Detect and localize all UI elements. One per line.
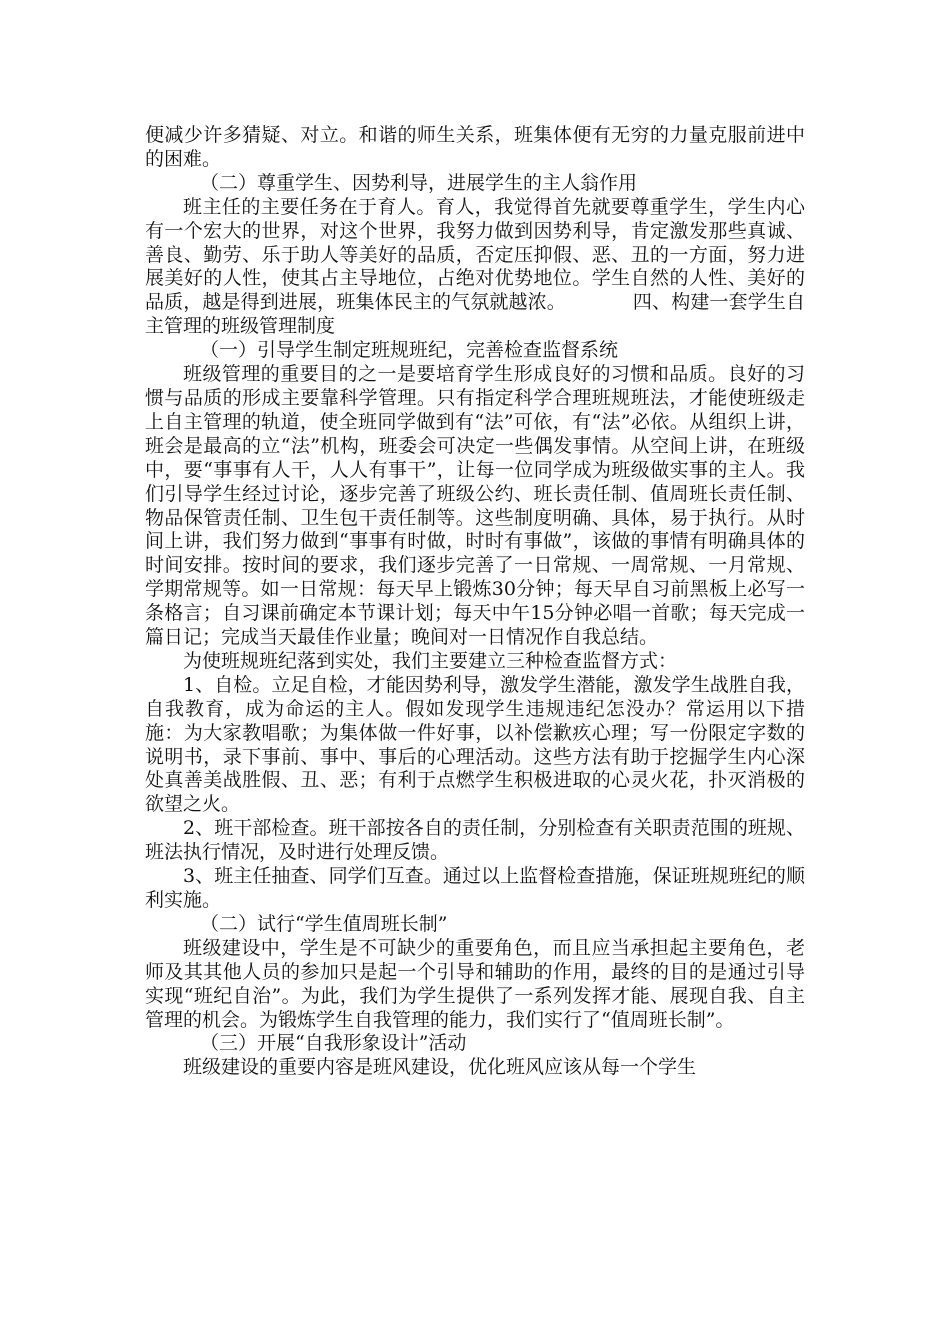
paragraph-continuation: 便减少许多猜疑、对立。和谐的师生关系，班集体便有无穷的力量克服前进中的困难。 (145, 124, 805, 170)
paragraph-class-style: 班级建设的重要内容是班风建设，优化班风应该从每一个学生 (183, 1056, 697, 1079)
section-heading-class-rules: （一）引导学生制定班规班纪，完善检查监督系统 (200, 339, 619, 362)
document-page (145, 124, 805, 1080)
paragraph-class-management: 班级管理的重要目的之一是要培育学生形成良好的习惯和品质。良好的习惯与品质的形成主要靠科学管理。只有指定科学合理班规班法，才能使班级走上自主管理的轨道，使全班同学做到有“法”可依，有“法”必依。从组织上讲，班会是最高的立“法”机构，班委会可决定一些偶发事情。从空间上讲，在班级中，要“事事有人干，人人有事干”，让每一位同学成为班级做实事的主人。我们引导学生经过讨论，逐步完善了班级公约、班长责任制、值周班长责任制、物品保管责任制、卫生包干责任制等。这些制度明确、具体，易于执行。从时间上讲，我们努力做到“事事有时做，时时有事做”，该做的事情有明确具体的时间安排。按时间的要求，我们逐步完善了一日常规、一周常规、一月常规、学期常规等。如一日常规：每天早上锻炼30分钟；每天早自习前黑板上必写一条格言；自习课前确定本节课计划；每天中午15分钟必唱一首歌；每天完成一篇日记；完成当天最佳作业量；晚间对一日情况作自我总结。 (145, 363, 805, 649)
section-heading-duty-monitor: （二）试行“学生值周班长制” (200, 912, 448, 935)
section-heading-respect-students: （二）尊重学生、因势利导，进展学生的主人翁作用 (200, 171, 638, 194)
section-heading-self-image: （三）开展“自我形象设计”活动 (200, 1032, 467, 1055)
paragraph-educating-people: 班主任的主要任务在于育人。育人，我觉得首先就要尊重学生，学生内心有一个宏大的世界，对这个世界，我努力做到因势利导，肯定激发那些真诚、善良、勤劳、乐于助人等美好的品质，否定压抑假、恶、丑的一方面，努力进展美好的人性，使其占主导地位，占绝对优势地位。学生自然的人性、美好的品质，越是得到进展，班集体民主的气氛就越浓。 四、构建一套学生自主管理的班级管理制度 (145, 195, 805, 338)
paragraph-supervision-intro: 为使班规班纪落到实处，我们主要建立三种检查监督方式： (183, 649, 678, 672)
list-item-cadre-check: 2、班干部检查。班干部按各自的责任制，分别检查有关职责范围的班规、班法执行情况，及时进行处理反馈。 (145, 817, 805, 864)
paragraph-duty-monitor: 班级建设中，学生是不可缺少的重要角色，而且应当承担起主要角色，老师及其其他人员的参加只是起一个引导和辅助的作用，最终的目的是通过引导实现“班纪自治”。为此，我们为学生提供了一系列发挥才能、展现自我、自主管理的机会。为锻炼学生自我管理的能力，我们实行了“值周班长制”。 (145, 936, 805, 1031)
list-item-self-check: 1、自检。立足自检，才能因势利导，激发学生潜能，激发学生战胜自我，自我教育，成为命运的主人。假如发现学生违规违纪怎没办？常运用以下措施：为大家教唱歌；为集体做一件好事，以补偿歉疚心理；写一份限定字数的说明书，录下事前、事中、事后的心理活动。这些方法有助于挖掘学生内心深处真善美战胜假、丑、恶；有利于点燃学生积极进取的心灵火花，扑灭消极的欲望之火。 (145, 673, 805, 816)
list-item-teacher-check: 3、班主任抽查、同学们互查。通过以上监督检查措施，保证班规班纪的顺利实施。 (145, 865, 805, 911)
